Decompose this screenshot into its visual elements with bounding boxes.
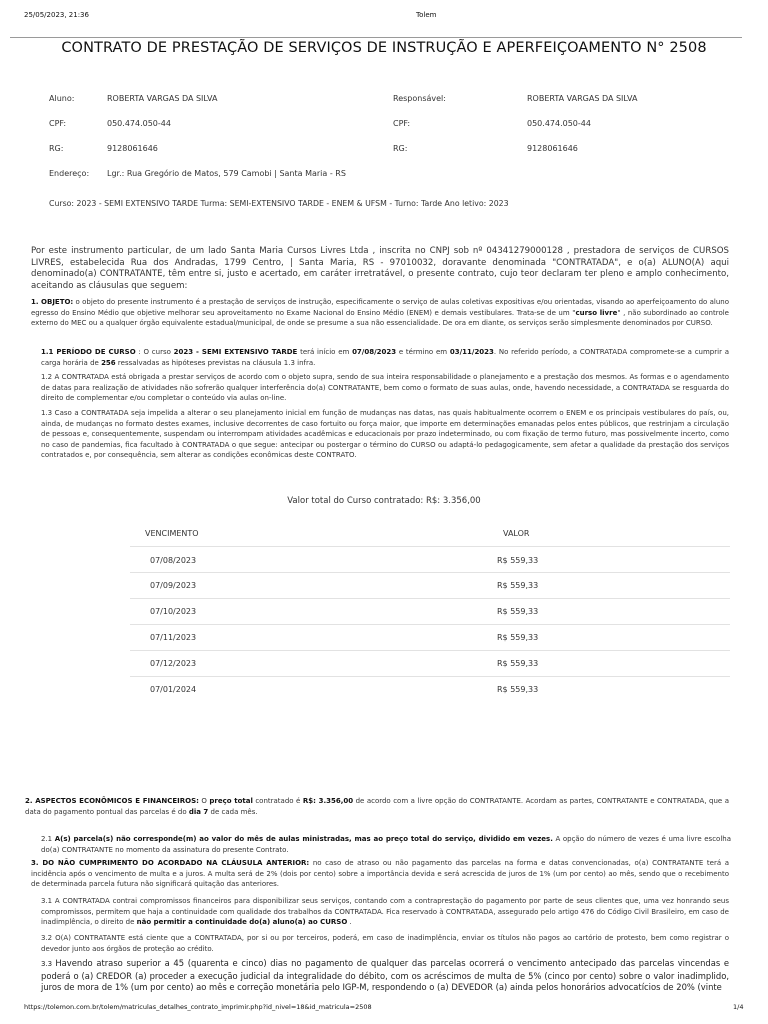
- endereco-label: Endereço:: [49, 169, 90, 178]
- clause-1-1-text-c: e término em: [396, 348, 450, 356]
- clause-3-3-text-b: Havendo atraso superior a 45 (quarenta e cinco) dias no pagamento de qualquer das parcelas ocorrerá o vencimento antecipado das parcelas vincendas e poderá o (a) CREDOR (a) proceder a execução judicial da integralidade do débito, com os acréscimos de multa de 5% (cinco por cento) sobre o valor inadimplido, juros de mora de 1% (um por cento) ao mês e correção monetária pelo IGP-M, respondendo o (a) DEVEDOR (a) ainda pelos honorários advocatícios de 20% (vinte: [41, 958, 730, 992]
- table-row-divider: [130, 546, 730, 547]
- clause-1-1-text-a: : O curso: [135, 348, 174, 356]
- clause-1-1-course: 2023 - SEMI EXTENSIVO TARDE: [173, 348, 298, 356]
- clause-2-text-c: de acordo com a livre opção do CONTRATANTE. Acordam as partes, CONTRATANTE e CONTRATADA, que a data do pagamento pontual das parcelas é do: [25, 797, 729, 816]
- rg-responsavel-label: RG:: [393, 144, 408, 153]
- clause-2-text-b: contratado é: [252, 797, 303, 805]
- clause-3-text: no caso de atraso ou não pagamento das parcelas na forma e datas convencionadas, o(a) CONTRATANTE terá a incidência após o vencimento de multa e a juros. A multa será de 2% (dois por cento) sobre a importância devida e será acrescida de juros de 1% (um por cento) ao mês, sendo que o recebimento de determinada parcela futura não significará quitação das anteriores.: [31, 859, 730, 888]
- responsavel-value: ROBERTA VARGAS DA SILVA: [527, 94, 638, 103]
- clause-1-2: 1.2 A CONTRATADA está obrigada a prestar serviços de acordo com o objeto supra, sendo de sua inteira responsabilidade o planejamento e a prestação dos mesmos. As formas e o agendamento de datas para realização de atividades não sofrerão qualquer interferência do(a) CONTRATANTE, bem como o formato de suas aulas, onde, havendo necessidade, a CONTRATADA se resguarda do direito de complementar e/ou completar o conteúdo via aulas on-line.: [41, 373, 729, 402]
- table-cell-date: 07/11/2023: [150, 633, 197, 642]
- cpf-label: CPF:: [49, 119, 67, 128]
- clause-3: [31, 858, 729, 890]
- table-cell-value: R$ 559,33: [497, 556, 539, 565]
- clause-3-2: 3.2 O(A) CONTRATANTE está ciente que a CONTRATADA, por si ou por terceiros, poderá, em caso de inadimplência, enviar os títulos não pagos ao cartório de protesto, bem como registrar o devedor junto aos órgãos de proteção ao crédito.: [41, 934, 729, 953]
- table-cell-date: 07/10/2023: [150, 607, 197, 616]
- clause-1-1-text-b: terá início em: [297, 348, 353, 356]
- clause-1-text-2: " , não subordinado ao controle externo do MEC ou a qualquer órgão equivalente estadual/municipal, de onde se presume a sua não essencialidade. De ora em diante, os serviços serão simplesmente denominados por CURSO.: [31, 308, 729, 327]
- table-cell-value: R$ 559,33: [497, 607, 539, 616]
- clause-1-1-hours: 256: [101, 358, 116, 367]
- clause-2-bold-2: R$: 3.356,00: [302, 797, 354, 805]
- table-row-divider: [130, 624, 730, 625]
- clause-3-1-bold: não permitir a continuidade do(a) aluno(a) ao CURSO: [136, 918, 348, 926]
- aluno-label: Aluno:: [49, 94, 75, 103]
- clause-3-3-text-a: 3.3: [41, 960, 56, 968]
- clause-1-label: 1. OBJETO:: [31, 298, 74, 306]
- clause-2-bold-3: dia 7: [188, 807, 209, 816]
- clause-3-1: [41, 896, 729, 928]
- cpf-responsavel-value: 050.474.050-44: [527, 119, 591, 128]
- clause-3-3: [41, 958, 729, 994]
- rg-label: RG:: [49, 144, 64, 153]
- clause-2-1-text-b: A opção do número de vezes é uma livre escolha do(a) CONTRATANTE no momento da assinatura do presente Contrato.: [41, 835, 732, 854]
- table-row-divider: [130, 572, 730, 573]
- table-cell-value: R$ 559,33: [497, 633, 539, 642]
- table-cell-value: R$ 559,33: [497, 581, 539, 590]
- contract-title: CONTRATO DE PRESTAÇÃO DE SERVIÇOS DE INSTRUÇÃO E APERFEIÇOAMENTO N° 2508: [61, 40, 707, 56]
- clause-2-1-bold: A(s) parcela(s) não corresponde(m) ao valor do mês de aulas ministradas, mas ao preço total do serviço, dividido em vezes.: [54, 835, 553, 843]
- curso-line: Curso: 2023 - SEMI EXTENSIVO TARDE Turma: SEMI-EXTENSIVO TARDE - ENEM & UFSM - Turno: Tarde Ano letivo: 2023: [49, 199, 509, 208]
- table-row-divider: [130, 676, 730, 677]
- clause-2-text-d: de cada mês.: [208, 807, 258, 816]
- endereco-value: Lgr.: Rua Gregório de Matos, 579 Camobi | Santa Maria - RS: [107, 169, 346, 178]
- table-header-valor: VALOR: [503, 529, 530, 538]
- page-number: 1/4: [733, 1003, 744, 1011]
- clause-1-bold: curso livre: [575, 308, 618, 317]
- table-header-vencimento: VENCIMENTO: [145, 529, 199, 538]
- clause-1-text: o objeto do presente instrumento é a prestação de serviços de instrução, especificamente o serviço de aulas coletivas expositivas e/ou orientadas, visando ao aperfeiçoamento do aluno egresso do Ensino Médio que objetive melhorar seu aproveitamento no Exame Nacional do Ensino Médio (ENEM) e demais vestibulares. Trata-se de um ": [31, 298, 729, 317]
- table-cell-date: 07/09/2023: [150, 581, 197, 590]
- total-value: Valor total do Curso contratado: R$: 3.356,00: [287, 496, 481, 506]
- table-cell-date: 07/01/2024: [150, 685, 197, 694]
- rg-value: 9128061646: [107, 144, 158, 153]
- clause-2-1: [41, 834, 731, 855]
- aluno-value: ROBERTA VARGAS DA SILVA: [107, 94, 218, 103]
- clause-2-bold-1: preço total: [209, 797, 253, 805]
- clause-2-text-a: O: [198, 797, 210, 805]
- rg-responsavel-value: 9128061646: [527, 144, 578, 153]
- responsavel-label: Responsável:: [393, 94, 446, 103]
- clause-3-label: 3. DO NÃO CUMPRIMENTO DO ACORDADO NA CLÁUSULA ANTERIOR:: [31, 859, 310, 867]
- clause-2-label: 2. ASPECTOS ECONÔMICOS E FINANCEIROS:: [25, 797, 199, 805]
- clause-1-1-text-e: ressalvadas as hipóteses previstas na cláusula 1.3 infra.: [115, 358, 316, 367]
- clause-2-1-text-a: 2.1: [41, 835, 55, 843]
- table-row-divider: [130, 598, 730, 599]
- clause-1-1-end: 03/11/2023: [449, 348, 494, 356]
- clause-1-1-start: 07/08/2023: [352, 348, 397, 356]
- clause-1-3: 1.3 Caso a CONTRATADA seja impelida a alterar o seu planejamento inicial em função de mudanças nas datas, nas quais habitualmente ocorrem o ENEM e os principais vestibulares do país, ou, ainda, de mudanças no formato destes exames, inclusive decorrentes de caso fortuito ou força maior, que importe em determinações emanadas pelos entes públicos, que restrinjam a circulação de pessoas e, consequentemente, suspendam ou interrompam atividades acadêmicas e educacionais por prazo indeterminado, ou com fixação de termo futuro, mas possivelmente incerto, como no caso de pandemias, fica facultado à CONTRATADA o que segue: antecipar ou postergar o término do CURSO ou adaptá-lo pedagogicamente, sem afetar a qualidade da prestação dos serviços contratados e, por consequência, sem alterar as condições econômicas deste CONTRATO.: [41, 409, 729, 459]
- clause-1-1-text-d: . No referido período, a CONTRATADA compromete-se a cumprir a carga horária de: [41, 348, 729, 367]
- table-cell-value: R$ 559,33: [497, 659, 539, 668]
- table-cell-value: R$ 559,33: [497, 685, 539, 694]
- clause-3-1-text-a: 3.1 A CONTRATADA contrai compromissos financeiros para disponibilizar seus serviços, contando com a contraprestação do pagamento por parte de seus clientes que, uma vez honrando seus compromissos, permitem que haja a continuidade com qualidade dos trabalhos da CONTRATADA. Fica reservado à CONTRATADA, assegurado pelo artigo 476 do Código Civil Brasileiro, em caso de inadimplência, o direito de: [41, 897, 729, 926]
- table-cell-date: 07/08/2023: [150, 556, 197, 565]
- print-url: https://tolemon.com.br/tolem/matriculas_detalhes_contrato_imprimir.php?id_nivel=18&id_matricula=2508: [24, 1003, 372, 1011]
- clause-2: [25, 796, 729, 817]
- table-cell-date: 07/12/2023: [150, 659, 197, 668]
- print-site-name: Tolem: [416, 11, 437, 19]
- clause-3-1-text-b: .: [347, 918, 352, 926]
- cpf-responsavel-label: CPF:: [393, 119, 411, 128]
- cpf-value: 050.474.050-44: [107, 119, 171, 128]
- clause-1-1-label: 1.1 PERÍODO DE CURSO: [41, 348, 136, 356]
- intro-paragraph: Por este instrumento particular, de um lado Santa Maria Cursos Livres Ltda , inscrita no CNPJ sob nº 04341279000128 , prestadora de serviços de CURSOS LIVRES, estabelecida Rua dos Andradas, 1799 Centro, | Santa Maria, RS - 97010032, doravante denominada "CONTRATADA", e o(a) ALUNO(A) aqui denominado(a) CONTRATANTE, têm entre si, justo e acertado, em caráter irretratável, o presente contrato, cujo teor declaram ter pleno e amplo conhecimento, aceitando as cláusulas que seguem:: [31, 246, 729, 291]
- print-timestamp: 25/05/2023, 21:36: [24, 11, 89, 19]
- table-row-divider: [130, 650, 730, 651]
